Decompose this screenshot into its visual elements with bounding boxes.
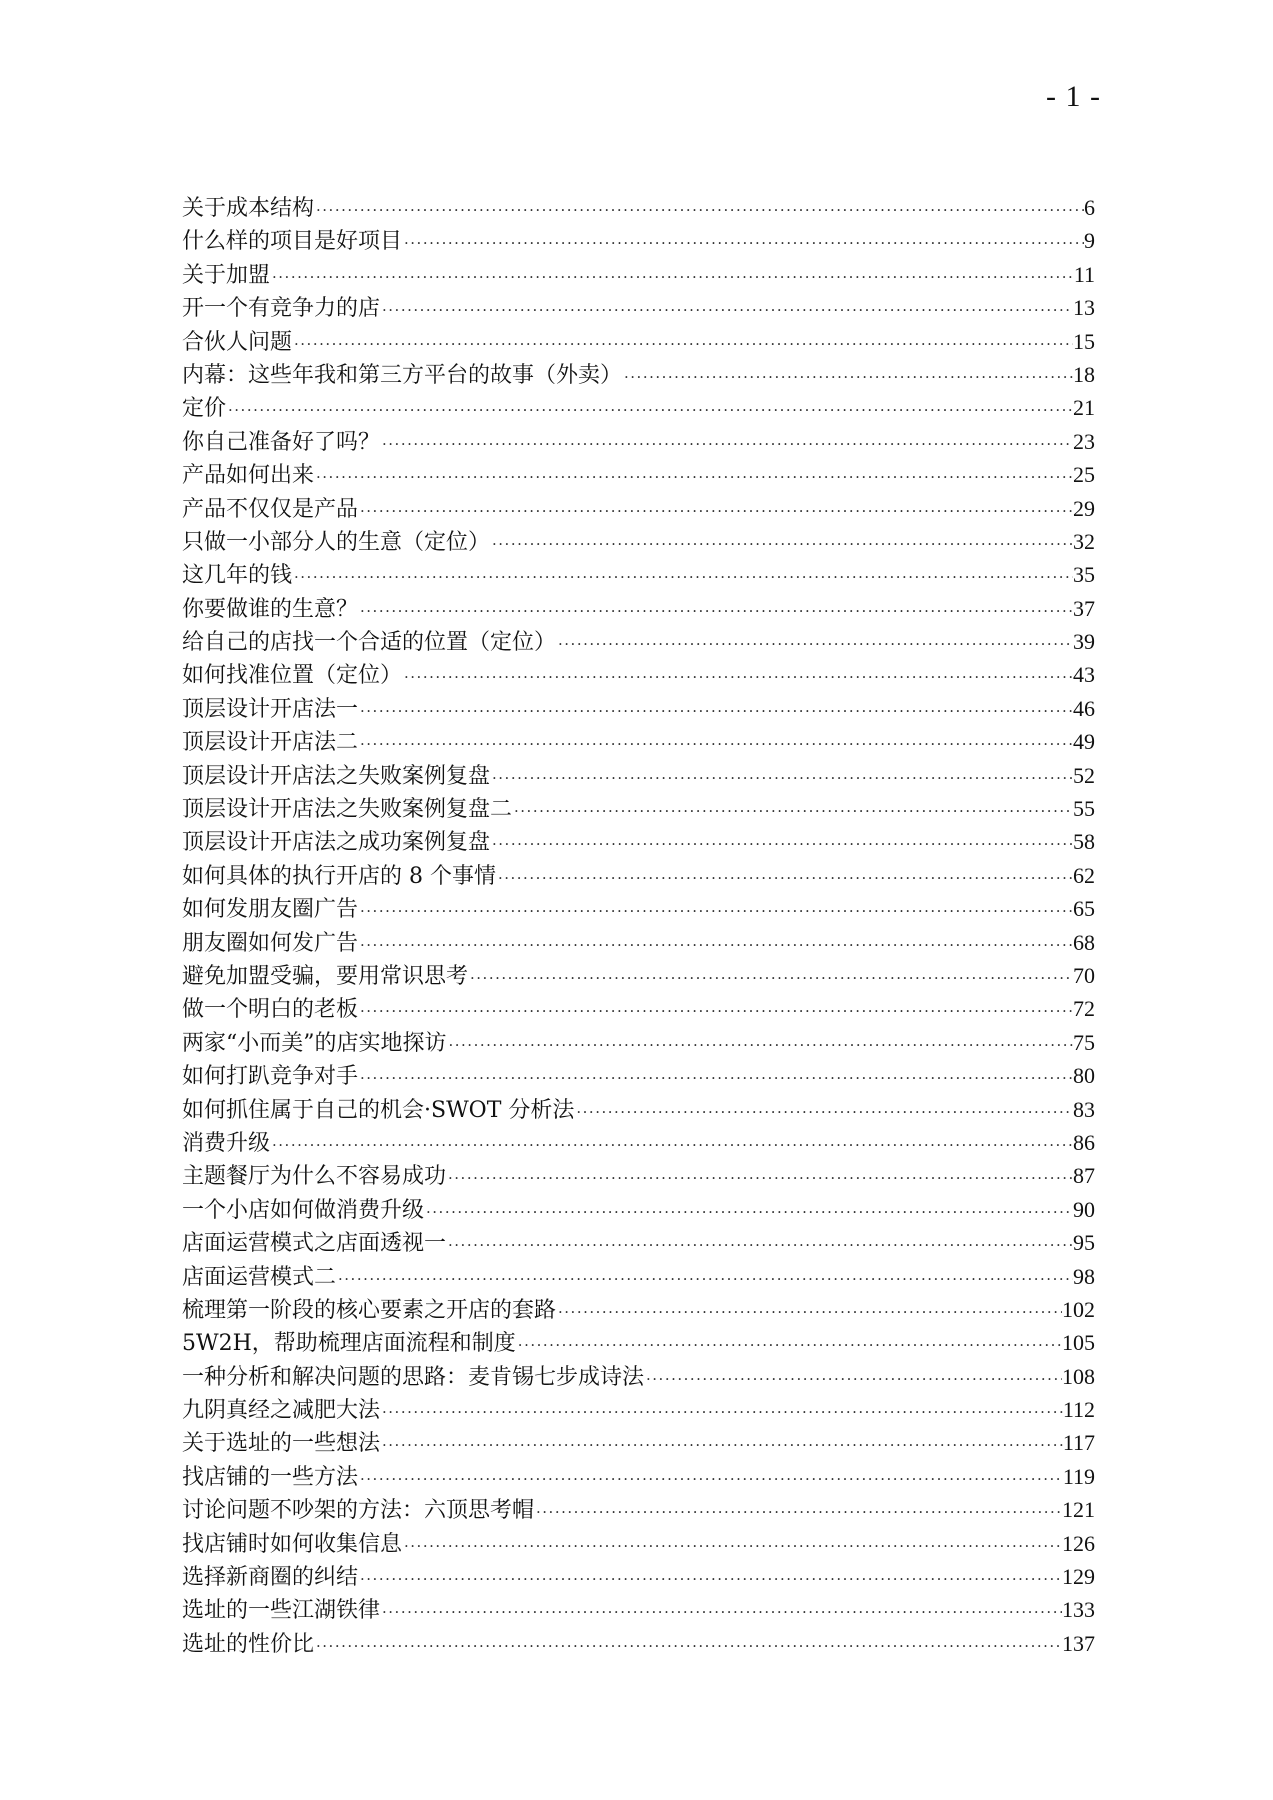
toc-entry-page-number: 70 bbox=[1073, 962, 1095, 988]
toc-dot-leader bbox=[424, 1196, 1073, 1229]
toc-dot-leader bbox=[512, 795, 1073, 828]
toc-entry-title: 如何发朋友圈广告 bbox=[182, 897, 359, 923]
toc-dot-leader bbox=[314, 194, 1084, 227]
toc-entry bbox=[182, 992, 1095, 1025]
toc-entry-title: 避免加盟受骗，要用常识思考 bbox=[182, 963, 469, 989]
toc-dot-leader bbox=[380, 428, 1073, 461]
toc-entry-title: 这几年的钱 bbox=[182, 563, 293, 589]
toc-dot-leader bbox=[516, 1329, 1062, 1362]
toc-entry-page-number: 137 bbox=[1062, 1630, 1095, 1656]
toc-entry-title: 什么样的项目是好项目 bbox=[182, 229, 403, 255]
toc-entry-page-number: 55 bbox=[1073, 796, 1095, 822]
toc-entry-page-number: 58 bbox=[1073, 829, 1095, 855]
toc-entry-page-number: 13 bbox=[1073, 295, 1095, 321]
toc-entry bbox=[182, 692, 1095, 725]
toc-entry-title: 店面运营模式之店面透视一 bbox=[182, 1231, 447, 1257]
toc-entry-page-number: 87 bbox=[1073, 1163, 1095, 1189]
toc-dot-leader bbox=[556, 628, 1073, 661]
toc-entry-title: 顶层设计开店法之失败案例复盘二 bbox=[182, 797, 513, 823]
toc-dot-leader bbox=[402, 1530, 1062, 1563]
toc-entry-title: 顶层设计开店法之成功案例复盘 bbox=[182, 830, 491, 856]
toc-entry-title: 找店铺时如何收集信息 bbox=[182, 1531, 403, 1557]
toc-entry bbox=[182, 959, 1095, 992]
toc-entry bbox=[182, 391, 1095, 424]
toc-entry-page-number: 102 bbox=[1062, 1296, 1095, 1322]
toc-entry-title: 选址的性价比 bbox=[182, 1631, 315, 1657]
toc-entry bbox=[182, 425, 1095, 458]
toc-entry-page-number: 37 bbox=[1073, 595, 1095, 621]
toc-entry-page-number: 46 bbox=[1073, 695, 1095, 721]
toc-entry bbox=[182, 926, 1095, 959]
toc-entry-page-number: 21 bbox=[1073, 395, 1095, 421]
toc-dot-leader bbox=[380, 1429, 1063, 1462]
toc-dot-leader bbox=[490, 528, 1073, 561]
toc-dot-leader bbox=[358, 929, 1073, 962]
toc-dot-leader bbox=[380, 294, 1073, 327]
toc-entry-title: 讨论问题不吵架的方法：六顶思考帽 bbox=[182, 1498, 535, 1524]
toc-entry bbox=[182, 558, 1095, 591]
toc-entry-title: 九阴真经之减肥大法 bbox=[182, 1398, 381, 1424]
toc-dot-leader bbox=[292, 328, 1073, 361]
toc-entry-title: 如何具体的执行开店的 8 个事情 bbox=[182, 863, 496, 889]
toc-entry bbox=[182, 1093, 1095, 1126]
toc-entry-page-number: 86 bbox=[1073, 1129, 1095, 1155]
toc-dot-leader bbox=[314, 1630, 1062, 1663]
toc-dot-leader bbox=[490, 828, 1073, 861]
table-of-contents bbox=[182, 191, 1095, 1660]
toc-dot-leader bbox=[446, 1229, 1073, 1262]
toc-entry bbox=[182, 658, 1095, 691]
toc-entry bbox=[182, 1193, 1095, 1226]
toc-dot-leader bbox=[358, 695, 1073, 728]
toc-entry-title: 定价 bbox=[182, 396, 227, 422]
toc-entry bbox=[182, 1527, 1095, 1560]
toc-entry bbox=[182, 224, 1095, 257]
toc-entry-title: 产品不仅仅是产品 bbox=[182, 496, 359, 522]
toc-entry bbox=[182, 525, 1095, 558]
toc-entry-page-number: 129 bbox=[1062, 1564, 1095, 1590]
toc-entry-page-number: 52 bbox=[1073, 762, 1095, 788]
toc-entry-page-number: 32 bbox=[1073, 528, 1095, 554]
toc-entry-page-number: 68 bbox=[1073, 929, 1095, 955]
toc-entry bbox=[182, 1493, 1095, 1526]
toc-dot-leader bbox=[380, 1596, 1062, 1629]
toc-entry-title: 只做一小部分人的生意（定位） bbox=[182, 529, 491, 555]
toc-dot-leader bbox=[292, 561, 1073, 594]
toc-entry-page-number: 23 bbox=[1073, 428, 1095, 454]
toc-dot-leader bbox=[358, 495, 1073, 528]
toc-entry-title: 开一个有竞争力的店 bbox=[182, 296, 381, 322]
toc-entry-page-number: 29 bbox=[1073, 495, 1095, 521]
toc-dot-leader bbox=[622, 361, 1073, 394]
toc-entry-title: 顶层设计开店法一 bbox=[182, 696, 359, 722]
toc-dot-leader bbox=[644, 1363, 1062, 1396]
toc-entry bbox=[182, 759, 1095, 792]
toc-entry-page-number: 18 bbox=[1073, 361, 1095, 387]
toc-dot-leader bbox=[358, 1463, 1063, 1496]
toc-entry-page-number: 9 bbox=[1084, 228, 1095, 254]
toc-entry-page-number: 72 bbox=[1073, 996, 1095, 1022]
toc-entry-page-number: 11 bbox=[1073, 261, 1095, 287]
toc-entry-page-number: 83 bbox=[1073, 1096, 1095, 1122]
toc-entry bbox=[182, 1360, 1095, 1393]
toc-entry bbox=[182, 625, 1095, 658]
toc-dot-leader bbox=[574, 1096, 1073, 1129]
toc-entry-page-number: 112 bbox=[1062, 1397, 1095, 1423]
toc-dot-leader bbox=[358, 895, 1073, 928]
toc-entry-page-number: 49 bbox=[1073, 729, 1095, 755]
toc-dot-leader bbox=[402, 661, 1073, 694]
toc-entry-page-number: 105 bbox=[1062, 1330, 1095, 1356]
toc-entry-title: 店面运营模式二 bbox=[182, 1264, 337, 1290]
toc-entry bbox=[182, 1426, 1095, 1459]
toc-entry-title: 如何抓住属于自己的机会·SWOT 分析法 bbox=[182, 1097, 575, 1123]
toc-entry-title: 关于加盟 bbox=[182, 262, 271, 288]
toc-entry-title: 梳理第一阶段的核心要素之开店的套路 bbox=[182, 1297, 557, 1323]
page-number: - 1 - bbox=[1046, 80, 1101, 113]
toc-entry bbox=[182, 592, 1095, 625]
toc-entry-title: 产品如何出来 bbox=[182, 463, 315, 489]
toc-entry bbox=[182, 191, 1095, 224]
toc-entry-page-number: 90 bbox=[1073, 1196, 1095, 1222]
toc-entry-title: 你要做谁的生意？ bbox=[182, 596, 359, 622]
toc-entry-page-number: 65 bbox=[1073, 896, 1095, 922]
toc-dot-leader bbox=[447, 1029, 1074, 1062]
toc-entry bbox=[182, 358, 1095, 391]
toc-entry-page-number: 108 bbox=[1062, 1363, 1095, 1389]
toc-dot-leader bbox=[490, 762, 1073, 795]
toc-entry bbox=[182, 1059, 1095, 1092]
toc-dot-leader bbox=[380, 1396, 1063, 1429]
toc-entry-page-number: 95 bbox=[1073, 1230, 1095, 1256]
toc-dot-leader bbox=[336, 1263, 1073, 1296]
toc-dot-leader bbox=[314, 461, 1073, 494]
toc-entry bbox=[182, 825, 1095, 858]
toc-entry bbox=[182, 1393, 1095, 1426]
toc-entry bbox=[182, 1159, 1095, 1192]
toc-entry-title: 关于选址的一些想法 bbox=[182, 1431, 381, 1457]
toc-entry bbox=[182, 1560, 1095, 1593]
toc-dot-leader bbox=[358, 1062, 1073, 1095]
toc-dot-leader bbox=[358, 595, 1073, 628]
toc-entry-page-number: 62 bbox=[1073, 862, 1095, 888]
toc-entry bbox=[182, 792, 1095, 825]
toc-dot-leader bbox=[402, 227, 1084, 260]
toc-dot-leader bbox=[468, 962, 1073, 995]
toc-entry bbox=[182, 291, 1095, 324]
toc-entry-title: 主题餐厅为什么不容易成功 bbox=[182, 1164, 447, 1190]
toc-entry-title: 选择新商圈的纠结 bbox=[182, 1565, 359, 1591]
toc-entry-title: 找店铺的一些方法 bbox=[182, 1464, 359, 1490]
toc-entry bbox=[182, 1026, 1095, 1059]
toc-dot-leader bbox=[556, 1296, 1062, 1329]
toc-entry-title: 内幕：这些年我和第三方平台的故事（外卖） bbox=[182, 362, 623, 388]
toc-entry bbox=[182, 1460, 1095, 1493]
toc-entry bbox=[182, 1627, 1095, 1660]
toc-entry-title: 朋友圈如何发广告 bbox=[182, 930, 359, 956]
toc-entry bbox=[182, 458, 1095, 491]
toc-entry-title: 一种分析和解决问题的思路：麦肯锡七步成诗法 bbox=[182, 1364, 645, 1390]
toc-entry-page-number: 75 bbox=[1073, 1029, 1095, 1055]
toc-entry-page-number: 25 bbox=[1073, 462, 1095, 488]
toc-entry-page-number: 15 bbox=[1073, 328, 1095, 354]
toc-entry bbox=[182, 859, 1095, 892]
toc-entry bbox=[182, 725, 1095, 758]
toc-entry bbox=[182, 325, 1095, 358]
toc-dot-leader bbox=[270, 261, 1074, 294]
toc-dot-leader bbox=[358, 1563, 1062, 1596]
toc-entry bbox=[182, 1326, 1095, 1359]
toc-entry bbox=[182, 492, 1095, 525]
toc-entry-title: 关于成本结构 bbox=[182, 196, 315, 221]
toc-dot-leader bbox=[226, 394, 1073, 427]
toc-dot-leader bbox=[270, 1129, 1073, 1162]
toc-entry-page-number: 121 bbox=[1062, 1497, 1095, 1523]
toc-entry-title: 顶层设计开店法二 bbox=[182, 730, 359, 756]
toc-entry-page-number: 43 bbox=[1073, 662, 1095, 688]
toc-entry bbox=[182, 1593, 1095, 1626]
toc-entry-title: 消费升级 bbox=[182, 1130, 271, 1156]
toc-entry bbox=[182, 258, 1095, 291]
toc-entry-title: 合伙人问题 bbox=[182, 329, 293, 355]
toc-entry-title: 选址的一些江湖铁律 bbox=[182, 1598, 381, 1624]
toc-entry-page-number: 35 bbox=[1073, 562, 1095, 588]
toc-entry bbox=[182, 1293, 1095, 1326]
toc-entry-title: 你自己准备好了吗？ bbox=[182, 429, 381, 455]
toc-dot-leader bbox=[534, 1496, 1062, 1529]
toc-entry-title: 顶层设计开店法之失败案例复盘 bbox=[182, 763, 491, 789]
toc-entry bbox=[182, 1126, 1095, 1159]
toc-dot-leader bbox=[446, 1162, 1073, 1195]
toc-entry bbox=[182, 1260, 1095, 1293]
toc-entry-title: 一个小店如何做消费升级 bbox=[182, 1197, 425, 1223]
toc-dot-leader bbox=[496, 862, 1073, 895]
toc-entry-page-number: 119 bbox=[1062, 1463, 1095, 1489]
toc-entry-title: 两家“小而美”的店实地探访 bbox=[182, 1030, 447, 1056]
toc-entry bbox=[182, 892, 1095, 925]
toc-dot-leader bbox=[358, 728, 1073, 761]
toc-entry-page-number: 126 bbox=[1062, 1530, 1095, 1556]
toc-entry-title: 如何打趴竞争对手 bbox=[182, 1064, 359, 1090]
toc-entry-page-number: 117 bbox=[1062, 1430, 1095, 1456]
toc-entry-page-number: 6 bbox=[1084, 195, 1095, 220]
toc-entry-page-number: 133 bbox=[1062, 1597, 1095, 1623]
toc-entry-title: 如何找准位置（定位） bbox=[182, 663, 403, 689]
toc-entry-page-number: 98 bbox=[1073, 1263, 1095, 1289]
toc-entry bbox=[182, 1226, 1095, 1259]
toc-entry-title: 给自己的店找一个合适的位置（定位） bbox=[182, 630, 557, 656]
toc-entry-page-number: 39 bbox=[1073, 629, 1095, 655]
toc-entry-title: 做一个明白的老板 bbox=[182, 997, 359, 1023]
toc-entry-title: 5W2H，帮助梳理店面流程和制度 bbox=[182, 1331, 516, 1357]
toc-entry-page-number: 80 bbox=[1073, 1063, 1095, 1089]
toc-dot-leader bbox=[358, 995, 1073, 1028]
